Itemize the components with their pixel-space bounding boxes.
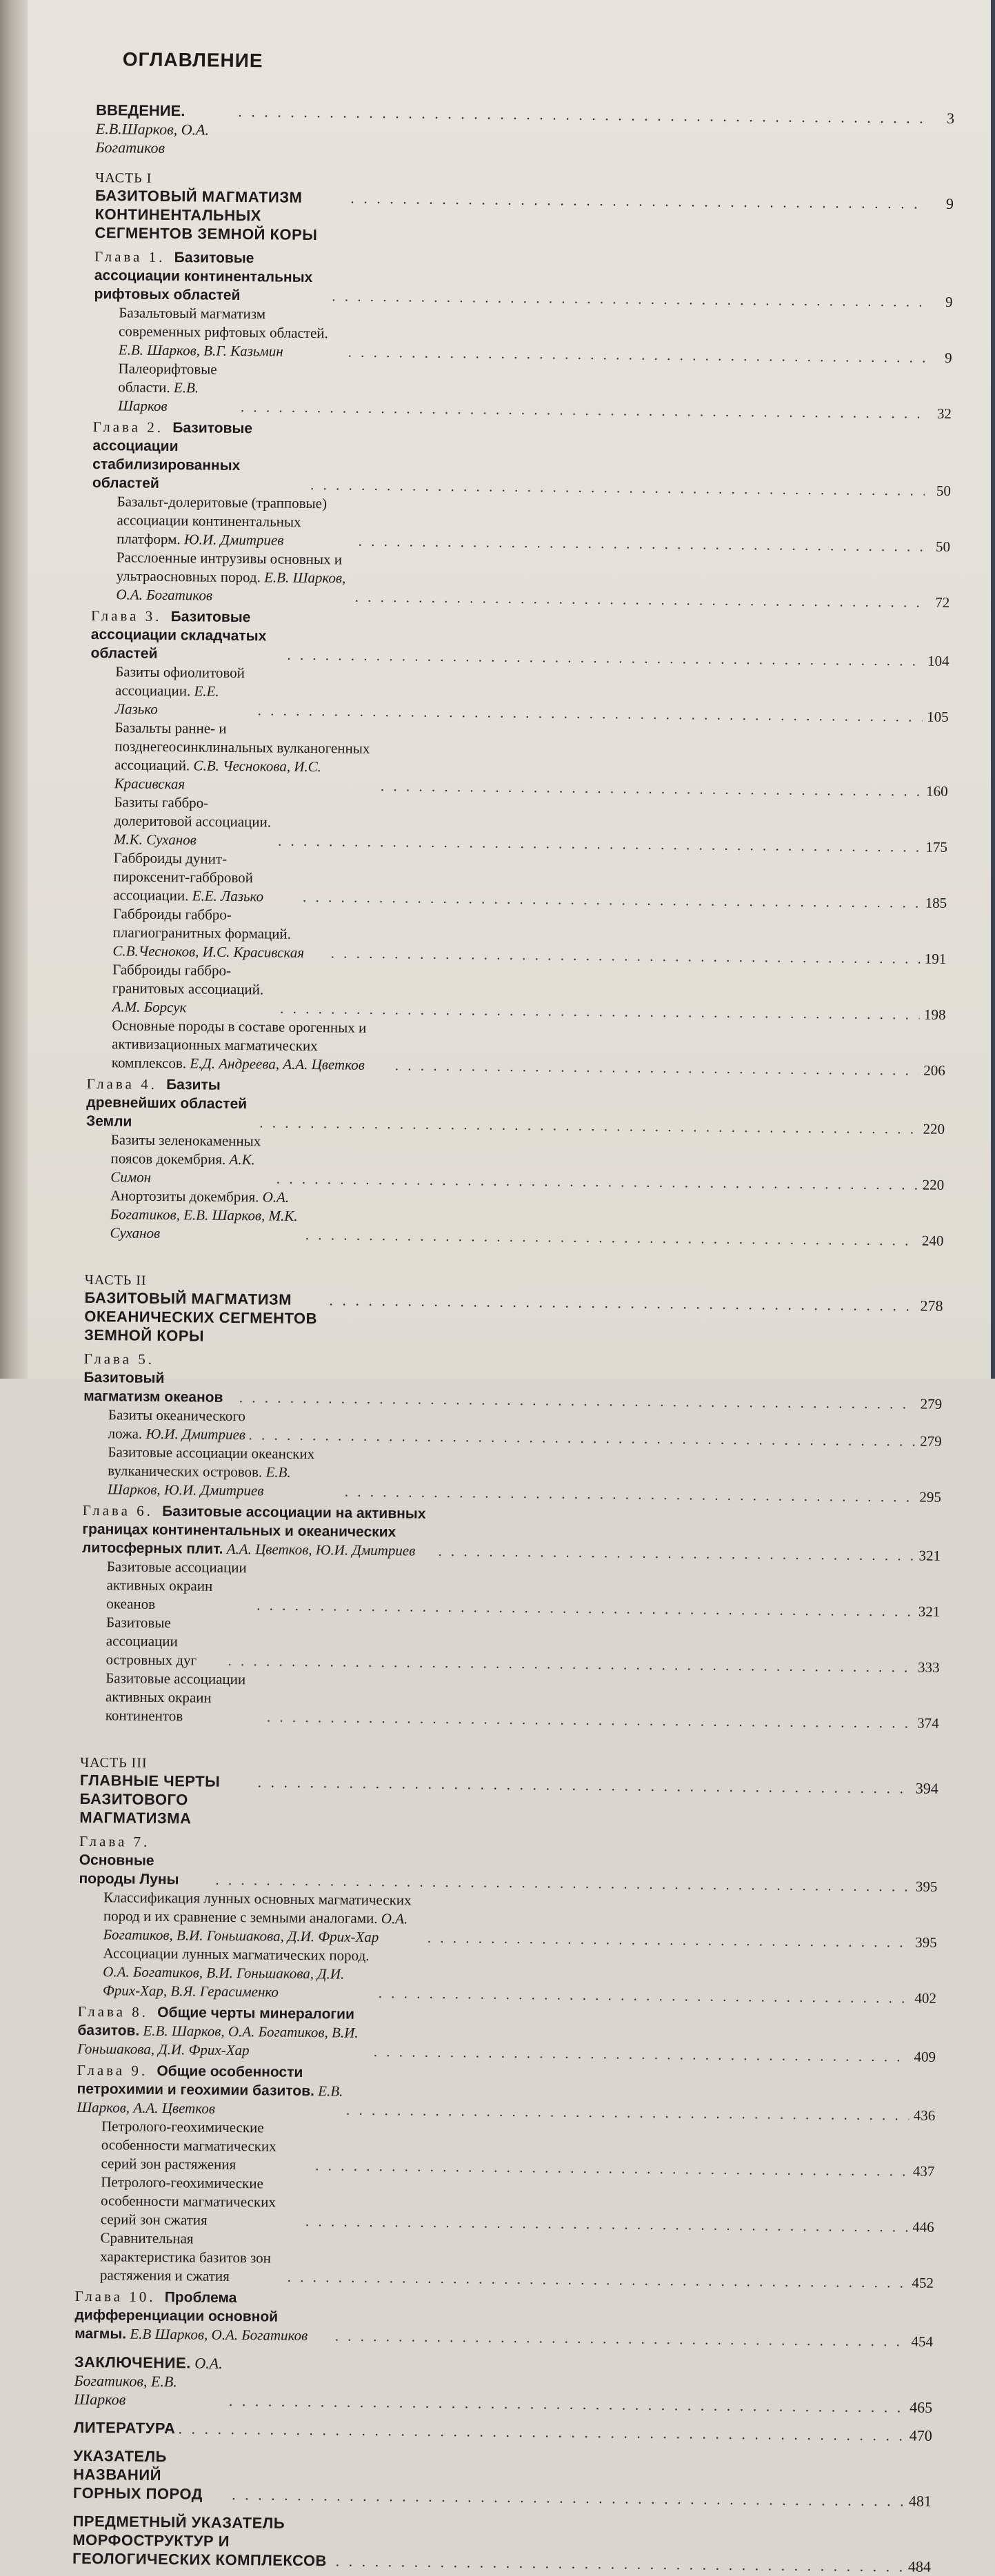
section-row-page: 175 [925,838,948,855]
chapter-authors: А.А. Цветков, Ю.И. Дмитриев [226,1540,416,1559]
chapter-row-text [77,2061,344,2120]
section-row-page: 198 [923,1006,946,1023]
section-authors: Ю.И. Дмитриев [145,1425,246,1443]
chapter-row-text [90,607,285,665]
dot-leader [232,2485,905,2510]
chapter-row [86,1075,945,1139]
section-title: Базальтовый магматизм современных рифтовых областей. [118,304,328,342]
book-gutter-edge [0,0,28,1379]
chapter-row-page: 409 [914,2048,936,2065]
intro-authors: Е.В.Шарков, О.А. Богатиков [95,119,210,156]
chapter-row-page: 436 [913,2107,936,2124]
section-title: Базиты океанического ложа. [108,1406,246,1442]
chapter-row-text [74,2287,332,2346]
section-authors: С.В.Чесноков, И.С. Красивская [112,942,305,961]
section-authors: М.К. Суханов [113,831,197,849]
section-row-page: 452 [912,2274,934,2291]
section-row [78,1944,937,2008]
part-title [84,1288,943,1352]
section-authors: Е.В. Шарков, В.Г. Казьмин [118,341,283,360]
section-row [86,1130,945,1195]
section-row-page: 72 [935,594,950,611]
section-row-text [108,1406,246,1444]
section-row [94,303,953,367]
section-row-page: 374 [917,1714,939,1732]
chapter-title: Базитовые ассоциации стабилизированных областей [92,420,253,491]
section-row-text [100,2229,285,2286]
section-authors: Е.В. Шарков, О.А. Богатиков [116,569,346,604]
section-row [81,1613,940,1677]
chapter-title: Основные породы Луны [79,1852,179,1888]
back-matter-label: ПРЕДМЕТНЫЙ УКАЗАТЕЛЬ МОРФОСТРУКТУР И ГЕОЛОГИЧЕСКИХ КОМПЛЕКСОВ [72,2512,328,2570]
chapter-title: Проблема дифференциации основной магмы. [74,2289,279,2342]
chapter-number: Глава 5. [83,1350,155,1368]
chapter-row-page: 395 [915,1878,938,1895]
back-matter-row [74,2353,933,2417]
section-row-text [103,1944,376,2002]
chapter-row-text [94,247,330,305]
part-label: ЧАСТЬ III [80,1754,148,1771]
chapter-title: Базитовые ассоциации складчатых областей [90,609,267,662]
chapter-title: Базитовый магматизм океанов [83,1369,223,1406]
chapter-row [82,1501,941,1565]
section-row-page: 191 [924,950,947,967]
chapter-row [77,2061,936,2125]
section-authors: О.А. Богатиков, Е.В. Шарков, М.К. Суханов [110,1188,298,1241]
section-title: Палеорифтовые области. [118,360,217,396]
chapter-row-page: 104 [927,652,949,669]
section-title: Базиты офиолитовой ассоциации. [114,663,245,700]
chapter-authors: Е.В. Шарков, О.А. Богатиков, В.И. Гоньшакова, Д.И. Фрих-Хар [77,2022,359,2059]
part-title-label: БАЗИТОВЫЙ МАГМАТИЗМ ОКЕАНИЧЕСКИХ СЕГМЕНТОВ ЗЕМНОЙ КОРЫ [83,1288,318,1345]
section-row-text [116,548,352,606]
toc-part [81,1272,943,1733]
section-row-text [114,793,276,850]
section-title: Габброиды дунит-пироксенит-габбровой ассоциации. [113,849,254,904]
dot-leader [288,2268,907,2293]
section-row [87,1016,946,1080]
section-row [83,1443,942,1507]
chapter-title: Базитовые ассоциации континентальных рифтовых областей [94,250,313,304]
section-row-page: 295 [919,1488,941,1505]
chapter-title: Базитовые ассоциации на активных границах континентальных и океанических литосферных плит. [82,1503,426,1557]
toc-content [72,48,955,2576]
section-title: Базитовые ассоциации активных окраин океанов [106,1558,247,1612]
section-row-text [119,303,346,361]
section-row-page: 240 [921,1232,944,1249]
dot-leader [395,1056,919,1079]
intro-page: 3 [946,109,955,127]
section-row [92,492,951,556]
chapter-number: Глава 4. [86,1075,158,1093]
section-row [91,548,950,612]
back-matter-label: ЛИТЕРАТУРА [73,2418,176,2437]
section-authors: Е.Д. Андреева, А.А. Цветков [190,1055,365,1073]
intro-label: ВВЕДЕНИЕ. [96,101,185,120]
dot-leader [379,1984,910,2007]
back-matter-row-page: 470 [909,2426,932,2444]
chapter-row [94,247,953,312]
section-row [79,1888,938,1952]
chapter-row-text [77,2002,371,2061]
section-row [90,662,949,727]
section-authors: Е.Е. Лазько [192,887,264,905]
section-row [85,1186,944,1250]
section-authors: Ю.И. Дмитриев [183,531,284,549]
section-row-page: 105 [927,708,949,725]
chapter-row-text [92,418,308,494]
section-row [90,718,949,801]
section-row-page: 395 [915,1934,937,1951]
book-page [28,0,991,2575]
back-matter-row-page: 484 [907,2557,932,2575]
back-matter-row-page: 465 [909,2398,933,2416]
chapter-number: Глава 9. [77,2061,148,2079]
chapter-number: Глава 1. [94,247,165,265]
section-row-text [105,1613,225,1670]
section-row [89,793,948,857]
section-title: Базальты ранне- и позднегеосинклинальных вулканогенных ассоциаций. [114,719,370,774]
chapter-row [79,1832,938,1896]
chapter-row-page: 50 [936,482,952,499]
section-row-page: 437 [912,2162,935,2180]
dot-leader [355,588,924,612]
chapter-row [92,418,952,500]
dot-leader [336,2551,905,2575]
section-title: Сравнительная характеристика базитов зон растяжения и сжатия [99,2229,272,2284]
back-matter-row-text [74,2353,226,2410]
part-title-text [84,1288,327,1346]
section-row-text [112,904,328,962]
chapter-number: Глава 7. [79,1832,150,1850]
part-title [79,1771,938,1835]
section-row-text [117,492,356,550]
section-title: Базитовые ассоциации океанских вулканических островов. [108,1443,315,1481]
section-row-page: 185 [925,894,947,911]
section-row-page: 50 [936,538,951,555]
section-row [76,2117,935,2181]
section-row [81,1669,940,1733]
section-title: Базальт-долеритовые (трапповые) ассоциации континентальных платформ. [117,493,328,548]
section-row-text [114,718,379,795]
toc-intro [95,101,954,165]
section-authors: О.А. Богатиков, В.И. Гоньшакова, Д.И. Фрих-Хар, В.Я. Герасименко [102,1963,345,2000]
toc-back-matter [72,2353,933,2576]
section-row [76,2173,935,2237]
section-title: Ассоциации лунных магматических пород. [103,1945,370,1964]
section-authors: Е.В. Шарков, Ю.И. Дмитриев [107,1463,291,1499]
section-title: Базиты габбро-долеритовой ассоциации. [114,793,272,831]
section-authors: А.К. Симон [110,1150,255,1186]
chapter-row-text [82,1501,436,1561]
section-title: Анортозиты докембрия. [110,1187,259,1206]
section-row [93,359,952,423]
section-row [75,2229,934,2293]
section-title: Классификация лунных основных магматических пород и их сравнение с земными аналогами. [103,1889,412,1927]
part-title-page: 278 [920,1297,943,1315]
section-row-text [105,1669,265,1726]
section-row-page: 206 [923,1062,945,1079]
section-row-text [118,359,239,416]
section-row [88,960,947,1024]
part-title-page: 394 [915,1779,938,1797]
chapter-number: Глава 2. [92,418,164,436]
section-row-text [112,1016,393,1075]
chapter-title: Базиты древнейших областей Земли [86,1077,248,1130]
part-title-text [79,1771,255,1828]
section-row [88,849,947,913]
back-matter-row [72,2512,932,2576]
part-title-label: БАЗИТОВЫЙ МАГМАТИЗМ КОНТИНЕНТАЛЬНЫХ СЕГМЕНТОВ ЗЕМНОЙ КОРЫ [94,186,318,244]
dot-leader [267,1707,913,1732]
section-title: Базиты зеленокаменных поясов докембрия. [110,1131,261,1168]
back-matter-label: УКАЗАТЕЛЬ НАЗВАНИЙ ГОРНЫХ ПОРОД [72,2446,203,2503]
section-row-text [112,960,278,1017]
section-title: Расслоенные интрузивы основных и ультраосновных пород. [116,549,343,586]
chapter-row-text [86,1075,257,1132]
section-title: Основные породы в составе орогенных и активизационных магматических комплексов. [111,1017,367,1072]
book-cover-edge [991,0,995,1379]
section-row-text [110,1186,303,1244]
section-row-page: 9 [945,349,952,366]
chapter-row-page: 220 [923,1120,945,1137]
part-title-page: 9 [945,194,954,212]
chapter-number: Глава 8. [77,2002,149,2020]
section-row-page: 220 [922,1176,945,1193]
chapter-row [83,1350,943,1414]
chapter-number: Глава 6. [82,1501,154,1519]
chapter-authors: Е.В. Шарков, А.А. Цветков [77,2082,343,2117]
chapter-row-text [83,1350,237,1407]
section-row-text [101,2117,312,2175]
section-row-text [103,1888,425,1947]
chapter-row-text [79,1832,213,1889]
back-matter-row-page: 481 [908,2492,932,2510]
section-title: Габброиды габбро-плагиогранитных формаций. [112,905,292,942]
section-row-text [115,662,256,720]
toc-part [85,170,954,1250]
section-title: Петролого-геохимические особенности магматических серий зон сжатия [100,2173,277,2229]
dot-leader [305,1226,918,1250]
section-authors: С.В. Чеснокова, И.С. Красивская [114,757,322,793]
section-authors: О.А. Богатиков, В.И. Гоньшакова, Д.И. Фрих-Хар [103,1910,408,1946]
chapter-row [90,607,949,671]
toc-parts [74,170,954,2351]
dot-leader [345,1483,915,1507]
chapter-row [77,2002,936,2067]
section-title: Габброиды габбро-гранитовых ассоциаций. [112,961,264,998]
section-title: Базитовые ассоциации активных окраин континентов [105,1670,246,1725]
section-row-page: 402 [914,1989,937,2007]
dot-leader [178,2419,906,2444]
section-row [88,904,947,968]
chapter-row-page: 454 [911,2333,934,2350]
dot-leader [335,2326,907,2351]
section-title: Базитовые ассоциации островных дуг [105,1614,197,1669]
dot-leader [241,398,925,423]
section-row [81,1557,941,1621]
section-authors: Е.Е. Лазько [114,682,219,718]
back-matter-row-text [74,2418,176,2437]
section-row-text [108,1443,343,1501]
chapter-number: Глава 10. [74,2287,156,2305]
part-title-label: ГЛАВНЫЕ ЧЕРТЫ БАЗИТОВОГО МАГМАТИЗМА [79,1771,221,1827]
back-matter-authors: О.А. Богатиков, Е.В. Шарков [74,2354,223,2408]
section-row-page: 446 [912,2218,934,2235]
chapter-authors: Е.В Шарков, О.А. Богатиков [130,2325,308,2344]
chapter-title: Общие черты минералогии базитов. [77,2004,355,2039]
chapter-row [74,2287,934,2351]
section-authors: А.М. Борсук [112,998,187,1016]
section-title: Петролого-геохимические особенности магматических серий зон растяжения [101,2118,277,2173]
section-authors: Е.В. Шарков [117,379,199,415]
dot-leader [229,2391,907,2416]
chapter-number: Глава 3. [90,607,162,625]
section-row-page: 321 [918,1603,941,1620]
section-row-text [101,2173,303,2231]
chapter-row-page: 321 [918,1547,941,1564]
back-matter-row [73,2446,932,2511]
section-row-text [106,1557,254,1614]
section-row-page: 160 [926,782,948,800]
section-row-page: 333 [917,1659,940,1676]
back-matter-row-text [72,2512,333,2570]
chapter-title: Общие особенности петрохимии и геохимии базитов. [77,2062,315,2100]
chapter-row-page: 9 [945,293,953,310]
section-row-text [113,849,301,906]
part-label: ЧАСТЬ II [84,1272,147,1288]
back-matter-label: ЗАКЛЮЧЕНИЕ. [74,2353,191,2372]
back-matter-row-text [73,2446,230,2504]
chapter-row-page: 279 [920,1395,943,1412]
section-row-page: 279 [920,1432,942,1450]
part-title [94,186,954,250]
part-title-text [94,186,348,245]
dot-leader [238,102,928,128]
section-row-text [110,1130,274,1188]
dot-leader [374,2042,909,2066]
part-label: ЧАСТЬ I [95,170,152,186]
page-title: ОГЛАВЛЕНИЕ [122,48,263,72]
toc-part [74,1755,938,2351]
back-matter-row [74,2418,932,2445]
section-row-page: 32 [936,405,952,422]
